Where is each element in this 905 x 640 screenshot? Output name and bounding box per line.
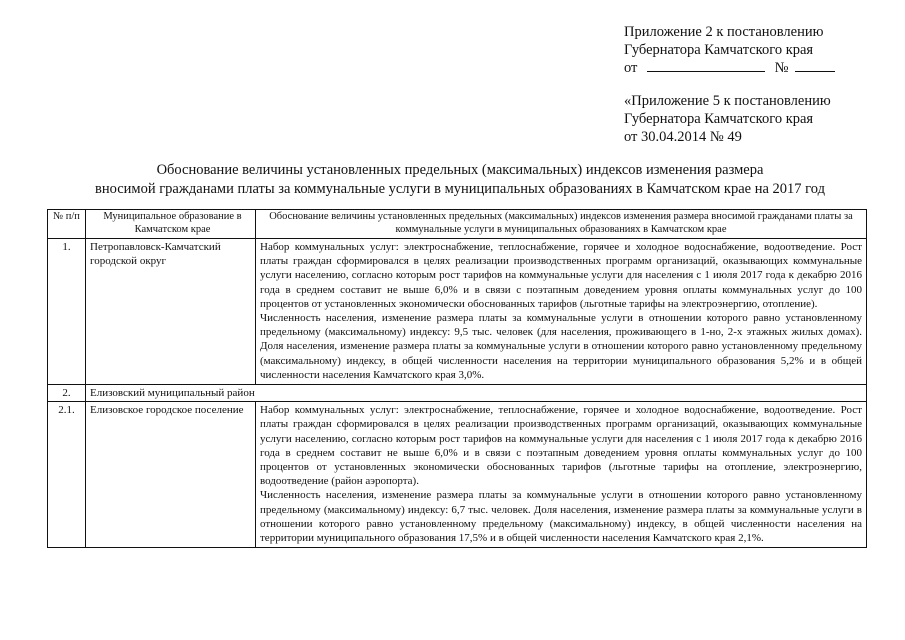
justification-table (47, 209, 867, 548)
annex-5-line-3: от 30.04.2014 № 49 (624, 129, 742, 145)
date-blank (647, 59, 765, 72)
number-blank (795, 59, 835, 72)
annex-2-line-2: Губернатора Камчатского края (624, 42, 814, 58)
document-title (40, 161, 880, 199)
row-number: 2.1. (48, 402, 86, 547)
row-number: 2. (48, 385, 86, 401)
title-line-2: вносимой гражданами платы за коммунальные услуги в муниципальных образованиях в Камчатском крае на 2017 год (95, 181, 825, 197)
from-label: от (624, 60, 638, 76)
justification-paragraph: Набор коммунальных услуг: электроснабжение, теплоснабжение, горячее и холодное водоснабжение, водоотведение. Рост платы граждан сформировался в целях реализации производственных программ организаций, оказывающих коммунальные услуги населению, согласно которым рост тарифов на коммунальные услуги для населения с 1 июля 2017 года к декабрю 2016 года в среднем составит не выше 6,0% и в связи с поэтапным доведением уровня оплаты коммунальных услуг до 100 процентов от установленных экономически обоснованных тарифов (льготные тарифы на отопление, электроэнергию, водоотведение (район аэропорта). (260, 404, 862, 488)
row-justification (256, 402, 866, 547)
annex-5-line-1: «Приложение 5 к постановлению (624, 93, 831, 109)
justification-paragraph: Численность населения, изменение размера платы за коммунальные услуги в отношении которого равно установленному предельному (максимальному) индексу: 6,7 тыс. человек. Доля населения, изменение размера платы за коммунальные услуги в отношении которого равно установленному предельному (максимальному) индексу, в общей численности населения на территории муниципального образования 17,5% и в общей численности населения Камчатского края 2,1%. (260, 489, 862, 545)
table-row (48, 238, 866, 384)
table-header-row (48, 210, 866, 238)
row-justification (256, 239, 866, 384)
annex-5-line-2: Губернатора Камчатского края (624, 111, 814, 127)
justification-paragraph: Набор коммунальных услуг: электроснабжение, теплоснабжение, горячее и холодное водоснабжение, водоотведение. Рост платы граждан сформировался в целях реализации производственных программ организаций, оказывающих коммунальные услуги населению, согласно которым рост тарифов на коммунальные услуги для населения с 1 июля 2017 года к декабрю 2016 года в среднем составит не выше 6,0% и в связи с поэтапным доведением уровня оплаты коммунальных услуг до 100 процентов от установленных экономически обоснованных тарифов (льготные тарифы на электроэнергию, отопление). (260, 241, 862, 310)
row-municipality: Петропавловск-Камчатский городской округ (86, 239, 256, 384)
row-municipality: Елизовский муниципальный район (90, 387, 255, 400)
annex-2-header (624, 23, 835, 77)
row-number: 1. (48, 239, 86, 384)
table-row (48, 384, 866, 401)
table-row (48, 401, 866, 547)
title-line-1: Обоснование величины установленных предельных (максимальных) индексов изменения размера (156, 162, 764, 178)
annex-5-header (624, 92, 831, 146)
row-municipality: Елизовское городское поселение (86, 402, 256, 547)
header-justification: Обоснование величины установленных предельных (максимальных) индексов изменения размера вносимой гражданами платы за коммунальные услуги в муниципальных образованиях в Камчатском крае (269, 211, 853, 235)
annex-2-date-line (624, 59, 835, 77)
header-number: № п/п (48, 210, 86, 238)
header-municipality: Муниципальное образование в Камчатском крае (86, 210, 256, 238)
justification-paragraph: Численность населения, изменение размера платы за коммунальные услуги в отношении которого равно установленному предельному (максимальному) индексу: 9,5 тыс. человек (для населения, проживающего в 1-но, 2-х этажных жилых домах). Доля населения, изменение размера платы за коммунальные услуги в отношении которого равно установленному предельному (максимальному) индексу, в общей численности населения на территории муниципального образования 5,2% и в общей численности населения Камчатского края 3,0%. (260, 312, 862, 381)
number-label: № (774, 60, 789, 76)
annex-2-line-1: Приложение 2 к постановлению (624, 24, 824, 40)
